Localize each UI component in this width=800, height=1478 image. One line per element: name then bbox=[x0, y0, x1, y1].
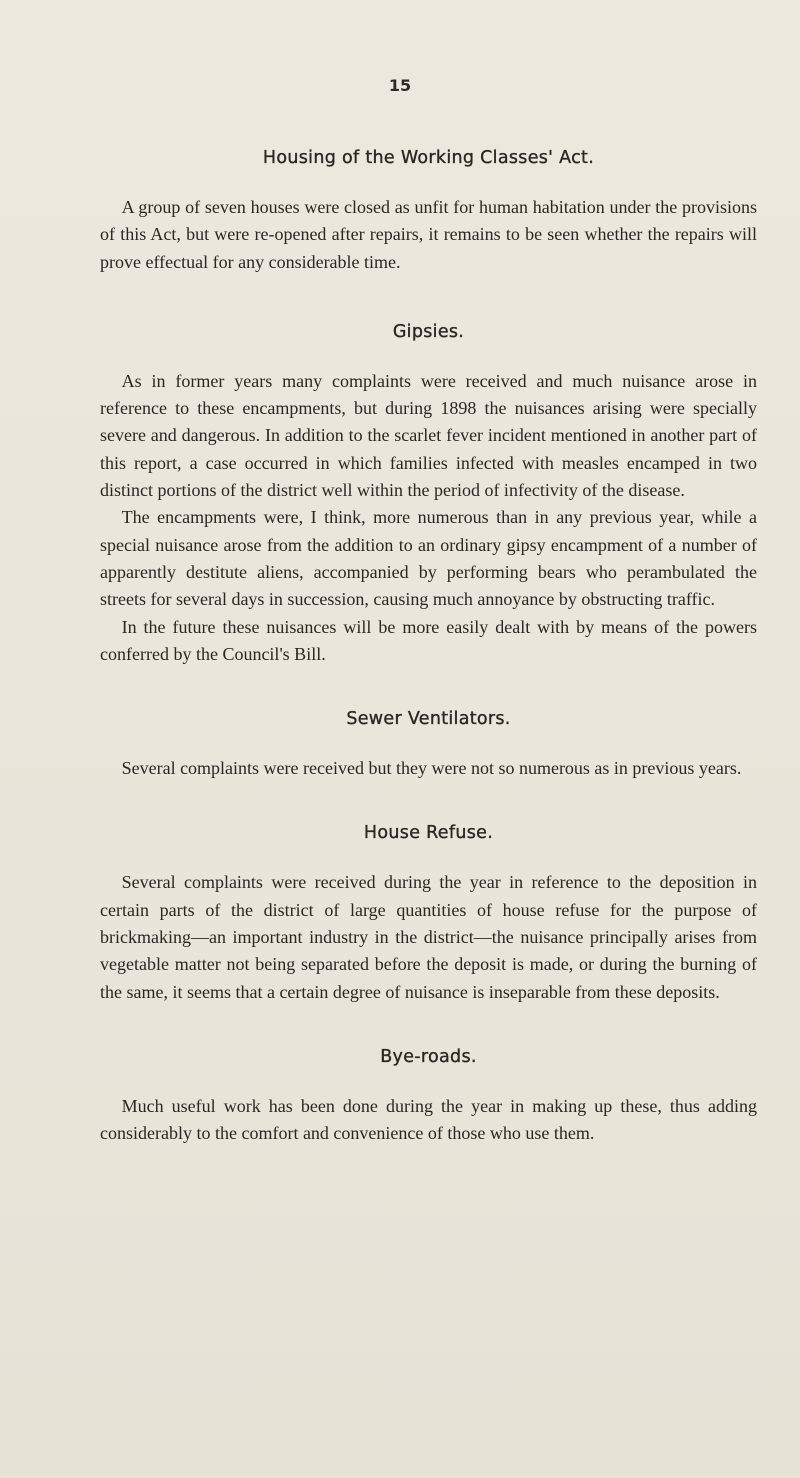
paragraph: The encampments were, I think, more numerous than in any previous year, while a special nuisance arose from the addition to an ordinary gipsy encampment of a number of apparently destitute aliens, accompanied by performing bears who perambulated the streets for several days in succession, causing much annoyance by obstructing traffic. bbox=[100, 507, 757, 610]
paragraph: Several complaints were received during the year in reference to the deposition in certain parts of the district of large quantities of house refuse for the purpose of brickmaking—an important industry in the district—the nuisance principally arises from vegetable matter not being separated before the deposit is made, or during the burning of the same, it seems that a certain degree of nuisance is inseparable from these deposits. bbox=[100, 872, 757, 1002]
section-house-refuse bbox=[100, 823, 757, 1005]
heading-house-refuse: House Refuse. bbox=[363, 823, 494, 844]
page-number: 15 bbox=[388, 76, 412, 95]
paragraph: As in former years many complaints were received and much nuisance arose in reference to these encampments, but during 1898 the nuisances arising were specially severe and dangerous. In addition to the scarlet fever incident mentioned in another part of this report, a case occurred in which families infected with measles encamped in two distinct portions of the district well within the period of infectivity of the disease. bbox=[100, 370, 757, 501]
paragraph: In the future these nuisances will be more easily dealt with by means of the powers conferred by the Council's Bill. bbox=[100, 616, 757, 664]
heading-bye-roads: Bye-roads. bbox=[380, 1046, 477, 1067]
page-content bbox=[100, 148, 757, 1148]
section-housing bbox=[100, 148, 757, 276]
section-gipsies bbox=[100, 322, 757, 668]
heading-housing: Housing of the Working Classes' Act. bbox=[262, 148, 595, 168]
heading-sewer-ventilators: Sewer Ventilators. bbox=[346, 709, 511, 730]
heading-gipsies: Gipsies. bbox=[392, 321, 465, 342]
paragraph: A group of seven houses were closed as unfit for human habitation under the provisions of this Act, but were re-opened after repairs, it remains to be seen whether the repairs will prove effectual for any considerable time. bbox=[100, 197, 757, 272]
section-bye-roads bbox=[100, 1047, 757, 1148]
paragraph: Several complaints were received but they were not so numerous as in previous years. bbox=[121, 758, 742, 779]
paragraph: Much useful work has been done during the year in making up these, thus adding considerably to the comfort and convenience of those who use them. bbox=[100, 1095, 757, 1144]
section-sewer-ventilators bbox=[100, 709, 757, 782]
